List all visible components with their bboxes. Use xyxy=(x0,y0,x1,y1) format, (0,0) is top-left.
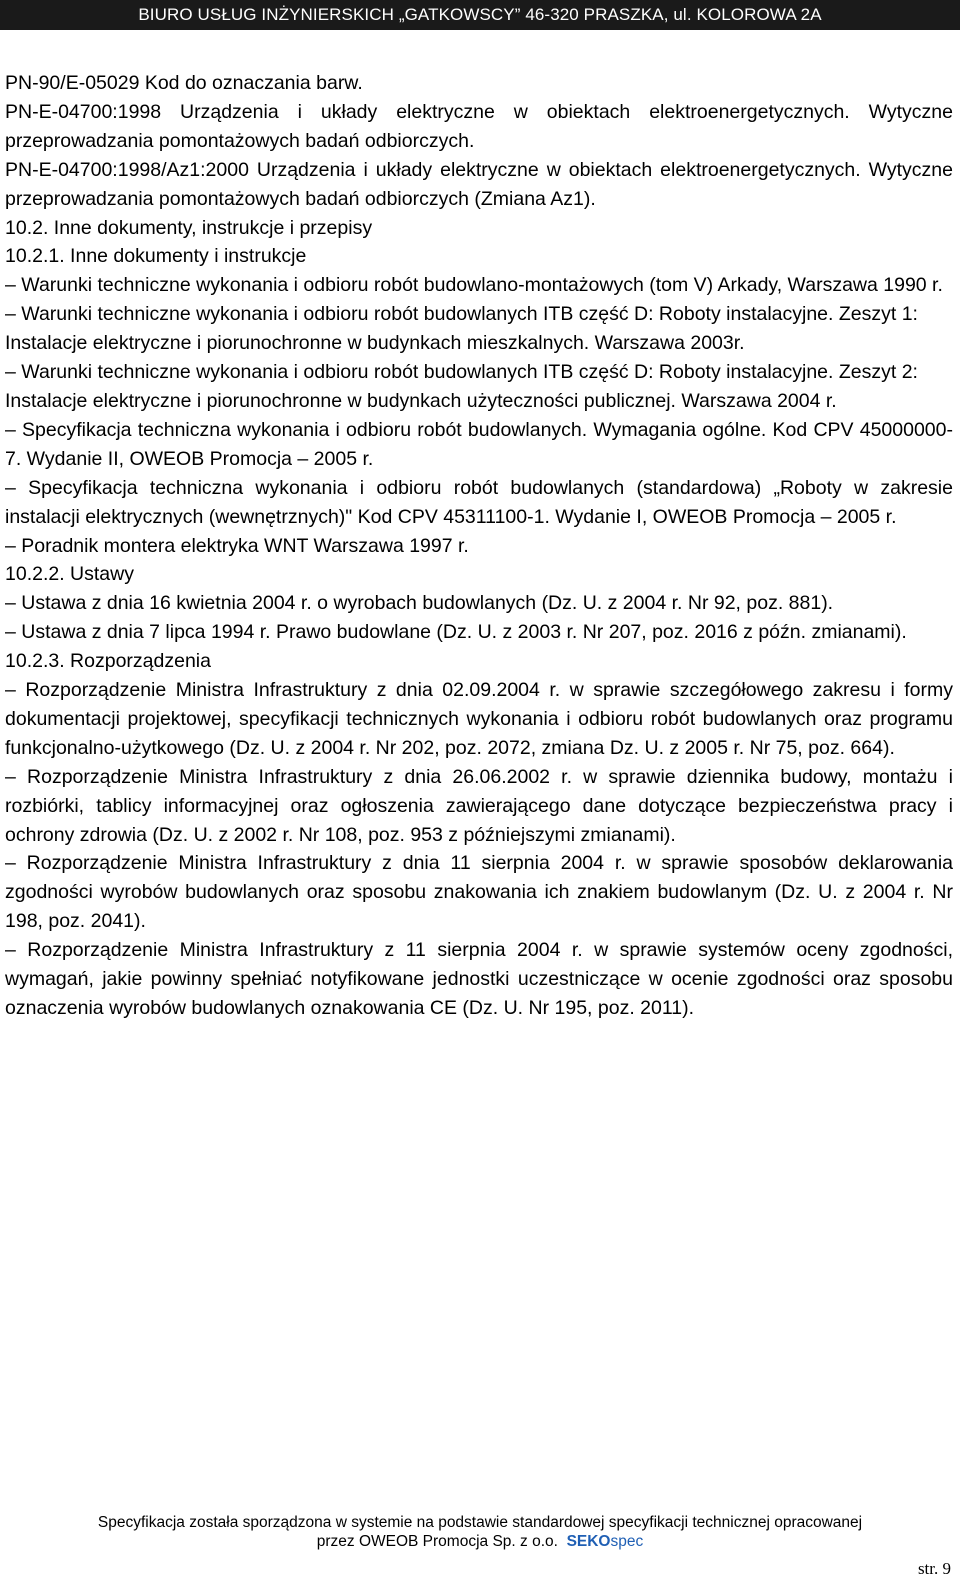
document-footer xyxy=(0,1513,960,1551)
list-item: – Warunki techniczne wykonania i odbioru robót budowlanych ITB część D: Roboty instalacyjne. Zeszyt 2: xyxy=(5,361,918,384)
paragraph: PN-E-04700:1998/Az1:2000 Urządzenia i układy elektryczne w obiektach elektroenergetycznych. Wytyczne przeprowadzania pomontażowych badań odbiorczych (Zmiana Az1). xyxy=(5,158,953,210)
header-text: BIURO USŁUG INŻYNIERSKICH „GATKOWSCY” 46-320 PRASZKA, ul. KOLOROWA 2A xyxy=(138,5,822,24)
document-header xyxy=(0,0,960,30)
section-heading: 10.2. Inne dokumenty, instrukcje i przepisy xyxy=(5,216,373,239)
footer-company: przez OWEOB Promocja Sp. z o.o. xyxy=(316,1533,558,1550)
list-item: – Specyfikacja techniczna wykonania i odbioru robót budowlanych (standardowa) „Roboty w zakresie instalacji elektrycznych (wewnętrznych)" Kod CPV 45311100-1. Wydanie I, OWEOB Promocja – 2005 r. xyxy=(5,476,953,528)
footer-line-2 xyxy=(0,1532,960,1551)
list-item: – Ustawa z dnia 7 lipca 1994 r. Prawo budowlane (Dz. U. z 2003 r. Nr 207, poz. 2016 z późn. zmianami). xyxy=(5,621,907,644)
list-item: – Rozporządzenie Ministra Infrastruktury z dnia 26.06.2002 r. w sprawie dziennika budowy, montażu i rozbiórki, tablicy informacyjnej oraz ogłoszenia zawierającego dane dotyczące bezpieczeństwa pracy i ochrony zdrowia (Dz. U. z 2002 r. Nr 108, poz. 953 z późniejszymi zmianami). xyxy=(5,765,953,846)
list-item: – Rozporządzenie Ministra Infrastruktury z dnia 11 sierpnia 2004 r. w sprawie sposobów deklarowania zgodności wyrobów budowlanych oraz sposobu znakowania ich znakiem budowlanym (Dz. U. z 2004 r. Nr 198, poz. 2041). xyxy=(5,852,953,933)
list-item: – Rozporządzenie Ministra Infrastruktury z 11 sierpnia 2004 r. w sprawie systemów oceny zgodności, wymagań, jakie powinny spełniać notyfikowane jednostki uczestniczące w ocenie zgodności oraz sposobu oznaczenia wyrobów budowlanych oznakowania CE (Dz. U. Nr 195, poz. 2011). xyxy=(5,939,953,1019)
list-item: – Ustawa z dnia 16 kwietnia 2004 r. o wyrobach budowlanych (Dz. U. z 2004 r. Nr 92, poz. 881). xyxy=(5,592,834,615)
list-item: – Warunki techniczne wykonania i odbioru robót budowlanych ITB część D: Roboty instalacyjne. Zeszyt 1: xyxy=(5,303,918,326)
list-item: – Specyfikacja techniczna wykonania i odbioru robót budowlanych. Wymagania ogólne. Kod CPV 45000000-7. Wydanie II, OWEOB Promocja – 2005 r. xyxy=(5,418,953,470)
document-body xyxy=(5,69,953,1023)
section-heading: 10.2.3. Rozporządzenia xyxy=(5,650,211,673)
section-heading: 10.2.2. Ustawy xyxy=(5,563,134,586)
brand-spec: spec xyxy=(610,1533,644,1550)
paragraph: PN-E-04700:1998 Urządzenia i układy elektryczne w obiektach elektroenergetycznych. Wytyczne przeprowadzania pomontażowych badań odbiorczych. xyxy=(5,100,953,152)
list-item: – Warunki techniczne wykonania i odbioru robót budowlano-montażowych (tom V) Arkady, Warszawa 1990 r. xyxy=(5,274,943,297)
paragraph: Instalacje elektryczne i piorunochronne w budynkach użyteczności publicznej. Warszawa 2004 r. xyxy=(5,389,837,412)
section-heading: 10.2.1. Inne dokumenty i instrukcje xyxy=(5,245,307,268)
brand-seko: SEKO xyxy=(566,1533,611,1550)
list-item: – Poradnik montera elektryka WNT Warszawa 1997 r. xyxy=(5,534,469,557)
page-number: str. 9 xyxy=(917,1559,951,1578)
footer-line-1: Specyfikacja została sporządzona w systemie na podstawie standardowej specyfikacji technicznej opracowanej xyxy=(97,1514,863,1531)
list-item: – Rozporządzenie Ministra Infrastruktury z dnia 02.09.2004 r. w sprawie szczegółowego zakresu i formy dokumentacji projektowej, specyfikacji technicznych wykonania i odbioru robót budowlanych oraz programu funkcjonalno-użytkowego (Dz. U. z 2004 r. Nr 202, poz. 2072, zmiana Dz. U. z 2005 r. Nr 75, poz. 664). xyxy=(5,679,953,759)
paragraph: Instalacje elektryczne i piorunochronne w budynkach mieszkalnych. Warszawa 2003r. xyxy=(5,332,745,355)
paragraph: PN-90/E-05029 Kod do oznaczania barw. xyxy=(5,72,363,94)
